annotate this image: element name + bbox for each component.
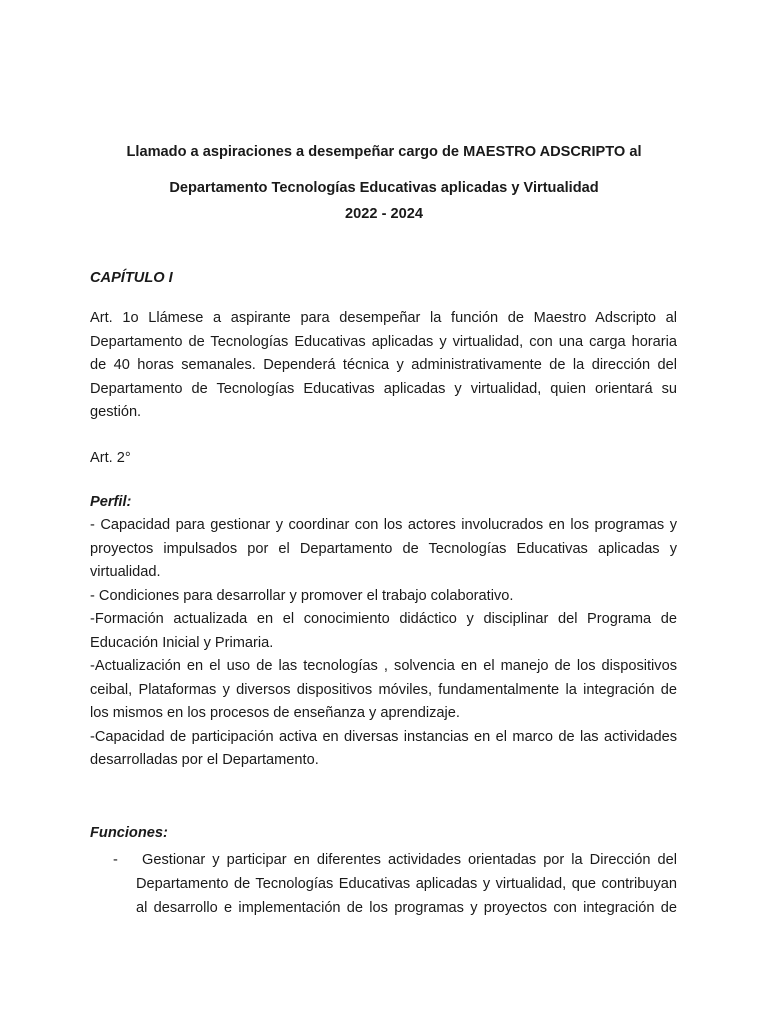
perfil-item-line: - Capacidad para gestionar y coordinar con los actores involucrados en los programas y — [90, 517, 677, 533]
article-2-label: Art. 2° — [90, 450, 131, 466]
perfil-item — [90, 514, 677, 585]
perfil-item-line: proyectos impulsados por el Departamento de Tecnologías Educativas aplicadas y — [90, 540, 677, 557]
perfil-heading: Perfil: — [90, 494, 132, 510]
perfil-item-line: -Formación actualizada en el conocimiento didáctico y disciplinar del Programa de — [90, 611, 677, 627]
perfil-item-line: - Condiciones para desarrollar y promover el trabajo colaborativo. — [90, 587, 514, 604]
funciones-item-text — [136, 848, 677, 920]
article-1-line: Departamento de Tecnologías Educativas aplicadas y virtualidad, quien orientará su — [90, 380, 677, 397]
perfil-item-line: ceibal, Plataformas y diversos dispositivos móviles, fundamentalmente la integración de — [90, 681, 677, 698]
perfil-item — [90, 726, 677, 773]
perfil-list — [90, 514, 677, 773]
perfil-item-line: -Actualización en el uso de las tecnologías , solvencia en el manejo de los dispositivos — [90, 658, 677, 674]
funciones-item-line: Departamento de Tecnologías Educativas aplicadas y virtualidad, que contribuyan — [136, 876, 677, 892]
chapter-heading: CAPÍTULO I — [90, 270, 173, 286]
document-title-line-1: Llamado a aspiraciones a desempeñar cargo de MAESTRO ADSCRIPTO al — [126, 144, 642, 160]
perfil-item-line: virtualidad. — [90, 564, 161, 580]
article-1-line: de 40 horas semanales. Dependerá técnica y administrativamente de la dirección del — [90, 357, 677, 373]
funciones-item-line: al desarrollo e implementación de los programas y proyectos con integración de — [136, 900, 677, 916]
funciones-list — [90, 848, 677, 920]
perfil-item-line: Educación Inicial y Primaria. — [90, 634, 274, 651]
bullet-dash: - — [113, 852, 118, 868]
perfil-item — [90, 585, 677, 609]
document-title-years: 2022 - 2024 — [345, 206, 423, 222]
perfil-item-line: desarrolladas por el Departamento. — [90, 752, 319, 768]
funciones-heading: Funciones: — [90, 825, 168, 841]
funciones-item-line: Gestionar y participar en diferentes actividades orientadas por la Dirección del — [142, 852, 677, 868]
article-1-paragraph — [90, 307, 677, 425]
funciones-item — [90, 848, 677, 920]
document-title-line-2: Departamento Tecnologías Educativas aplicadas y Virtualidad — [169, 180, 599, 196]
article-1-line: Departamento de Tecnologías Educativas aplicadas y virtualidad, con una carga horaria — [90, 333, 677, 350]
perfil-item — [90, 608, 677, 655]
perfil-item-line: los mismos en los procesos de enseñanza y aprendizaje. — [90, 705, 460, 721]
perfil-item — [90, 655, 677, 726]
article-1-line: Art. 1o Llámese a aspirante para desempeñar la función de Maestro Adscripto al — [90, 310, 677, 326]
article-1-line: gestión. — [90, 404, 142, 420]
perfil-item-line: -Capacidad de participación activa en diversas instancias en el marco de las actividades — [90, 728, 677, 745]
